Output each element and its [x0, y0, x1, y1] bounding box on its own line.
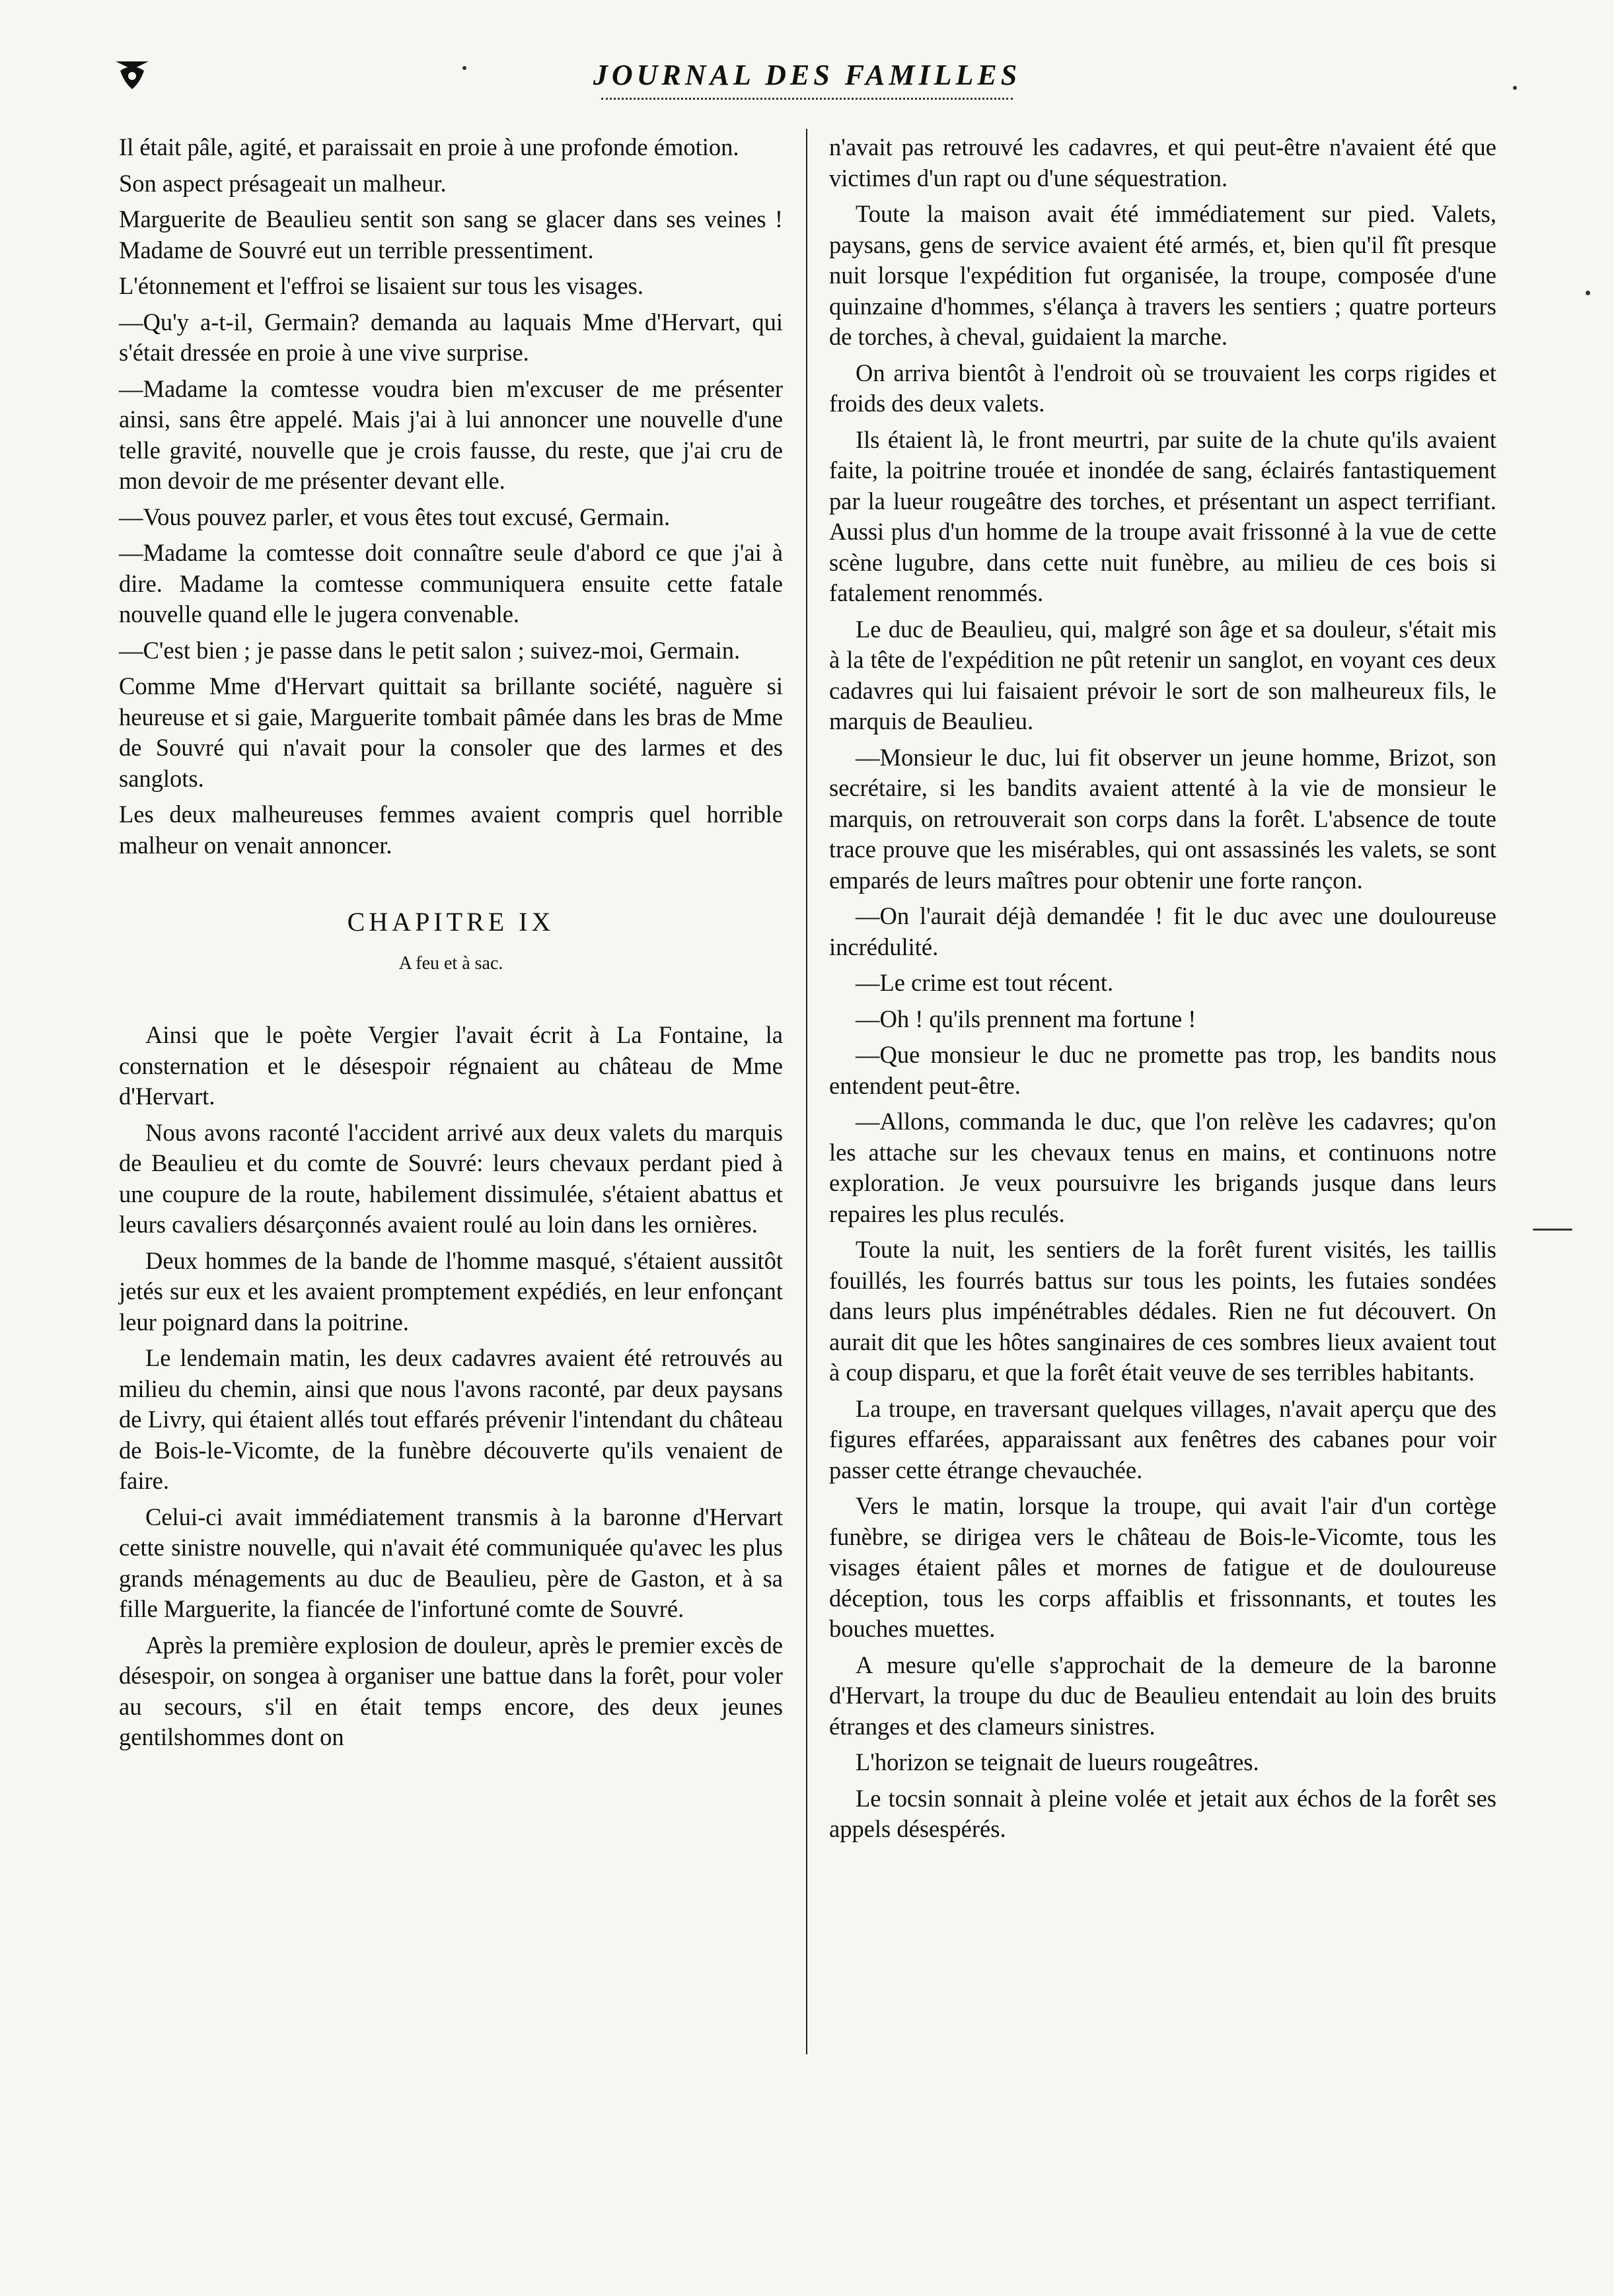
left-column	[119, 132, 783, 1758]
paragraph: —Le crime est tout récent.	[856, 969, 1114, 996]
journal-title: JOURNAL DES FAMILLES	[593, 59, 1021, 91]
chapter-title: CHAPITRE IX	[347, 907, 555, 937]
paragraph: L'horizon se teignait de lueurs rougeâtres.	[856, 1748, 1259, 1776]
paragraph: —C'est bien ; je passe dans le petit salon ; suivez-moi, Germain.	[119, 636, 741, 664]
paragraph: Ainsi que le poète Vergier l'avait écrit à La Fontaine, la consternation et le désespoir régnaient au château de Mme d'Hervart.	[119, 1021, 783, 1110]
paragraph: Le lendemain matin, les deux cadavres avaient été retrouvés au milieu du chemin, ainsi que nous l'avons raconté, par deux paysans de Livry, qui étaient allés tout effarés prévenir l'intendant du château de Bois-le-Vicomte, de la funèbre découverte qu'ils venaient de faire.	[119, 1344, 783, 1494]
paragraph: —Vous pouvez parler, et vous êtes tout excusé, Germain.	[119, 503, 671, 530]
paragraph: —Oh ! qu'ils prennent ma fortune !	[856, 1005, 1196, 1032]
header-rule	[601, 98, 1013, 101]
paragraph: A mesure qu'elle s'approchait de la demeure de la baronne d'Hervart, la troupe du duc de Beaulieu entendait au loin des bruits étranges et des clameurs sinistres.	[829, 1651, 1496, 1740]
paragraph: Celui-ci avait immédiatement transmis à la baronne d'Hervart cette sinistre nouvelle, qui n'avait été communiquée qu'avec les plus grands ménagements au duc de Beaulieu, père de Gaston, et à sa fille Marguerite, la fiancée de l'infortuné comte de Souvré.	[119, 1503, 783, 1622]
paragraph: —Madame la comtesse voudra bien m'excuser de me présenter ainsi, sans être appelé. Mais j'ai à lui annoncer une nouvelle d'une telle gravité, nouvelle que je crois fausse, du reste, que j'ai cru de mon devoir de me présenter devant elle.	[119, 375, 783, 494]
paragraph: Il était pâle, agité, et paraissait en proie à une profonde émotion.	[119, 133, 739, 161]
paragraph: La troupe, en traversant quelques villages, n'avait aperçu que des figures effarées, apparaissant aux fenêtres des cabanes pour voir passer cette étrange chevauchée.	[829, 1394, 1496, 1484]
paragraph: Vers le matin, lorsque la troupe, qui avait l'air d'un cortège funèbre, se dirigea vers le château de Bois-le-Vicomte, tous les visages étaient pâles et mornes de fatigue et de douloureuse déception, tous les corps affaiblis et frissonnants, et toutes les bouches muettes.	[829, 1492, 1496, 1642]
paragraph: Comme Mme d'Hervart quittait sa brillante société, naguère si heureuse et si gaie, Marguerite tombait pâmée dans les bras de Mme de Souvré qui n'avait pour la consoler que des larmes et des sanglots.	[119, 672, 783, 792]
right-column	[829, 132, 1496, 1850]
paragraph: Toute la maison avait été immédiatement sur pied. Valets, paysans, gens de service avaient été armés, et, bien qu'il fît presque nuit lorsque l'expédition fut organisée, la troupe, composée d'une quinzaine d'hommes, s'élança à travers les sentiers ; quatre porteurs de torches, à cheval, guidaient la marche.	[829, 200, 1496, 350]
paragraph: Toute la nuit, les sentiers de la forêt furent visités, les taillis fouillés, les fourrés battus sur tous les points, les futaies sondées dans leurs plus impénétrables dédales. Rien ne fut découvert. On aurait dit que les hôtes sanginaires de ces sombres lieux avaient tout à coup disparu, et que la forêt était veuve de ses terribles habitants.	[829, 1236, 1496, 1386]
paragraph: —Monsieur le duc, lui fit observer un jeune homme, Brizot, son secrétaire, si les bandits avaient attenté à la vie de monsieur le marquis, on retrouverait son corps dans la forêt. L'absence de toute trace prouve que les misérables, qui ont assassinés les valets, se sont emparés de leurs maîtres pour obtenir une forte rançon.	[829, 743, 1496, 894]
paragraph: Les deux malheureuses femmes avaient compris quel horrible malheur on venait annoncer.	[119, 801, 783, 859]
paragraph: L'étonnement et l'effroi se lisaient sur tous les visages.	[119, 272, 643, 299]
paragraph: On arriva bientôt à l'endroit où se trouvaient les corps rigides et froids des deux valets.	[829, 359, 1496, 417]
paragraph: n'avait pas retrouvé les cadavres, et qui peut-être n'avaient été que victimes d'un rapt ou d'une séquestration.	[829, 133, 1496, 192]
column-divider	[806, 129, 807, 2054]
scan-speckle	[1533, 1229, 1572, 1231]
scan-speckle	[1513, 86, 1517, 90]
page-header	[99, 46, 1515, 112]
paragraph: Marguerite de Beaulieu sentit son sang se glacer dans ses veines ! Madame de Souvré eut un terrible pressentiment.	[119, 205, 783, 264]
paragraph: Après la première explosion de douleur, après le premier excès de désespoir, on songea à organiser une battue dans la forêt, pour voler au secours, s'il en était temps encore, des deux jeunes gentilshommes dont on	[119, 1631, 783, 1750]
paragraph: Deux hommes de la bande de l'homme masqué, s'étaient aussitôt jetés sur eux et les avaient promptement expédiés, en leur enfonçant leur poignard dans la poitrine.	[119, 1246, 783, 1336]
paragraph: Son aspect présageait un malheur.	[119, 169, 447, 197]
paragraph: —On l'aurait déjà demandée ! fit le duc avec une douloureuse incrédulité.	[829, 902, 1496, 960]
paragraph: Le tocsin sonnait à pleine volée et jetait aux échos de la forêt ses appels désespérés.	[829, 1784, 1496, 1842]
paragraph: —Qu'y a-t-il, Germain? demanda au laquais Mme d'Hervart, qui s'était dressée en proie à une vive surprise.	[119, 308, 783, 366]
paragraph: —Madame la comtesse doit connaître seule d'abord ce que j'ai à dire. Madame la comtesse communiquera ensuite cette fatale nouvelle quand elle le jugera convenable.	[119, 539, 783, 628]
paragraph: Ils étaient là, le front meurtri, par suite de la chute qu'ils avaient faite, la poitrine trouée et inondée de sang, éclairés fantastiquement par la lueur rougeâtre des torches, et présentant un aspect terrifiant. Aussi plus d'un homme de la troupe avait frissonné à la vue de cette scène lugubre, dans cette nuit funèbre, au milieu de ces bois si fatalement renommés.	[829, 425, 1496, 606]
scan-speckle	[462, 66, 466, 70]
scan-speckle	[1586, 291, 1590, 295]
paragraph: Nous avons raconté l'accident arrivé aux deux valets du marquis de Beaulieu et du comte de Souvré: leurs chevaux perdant pied à une coupure de la route, habilement dissimulée, s'étaient abattus et leurs cavaliers désarçonnés avaient roulé au loin dans les ornières.	[119, 1118, 783, 1238]
paragraph: Le duc de Beaulieu, qui, malgré son âge et sa douleur, s'était mis à la tête de l'expédition ne pût retenir un sanglot, en voyant ces deux cadavres qui lui faisaient prévoir le sort de son malheureux fils, le marquis de Beaulieu.	[829, 615, 1496, 735]
paragraph: —Que monsieur le duc ne promette pas trop, les bandits nous entendent peut-être.	[829, 1041, 1496, 1099]
paragraph: —Allons, commanda le duc, que l'on relève les cadavres; qu'on les attache sur les chevaux tenus en mains, et continuons notre exploration. Je veux poursuivre les brigands jusque dans leurs repaires les plus reculés.	[829, 1108, 1496, 1227]
chapter-subtitle: A feu et à sac.	[398, 952, 503, 974]
